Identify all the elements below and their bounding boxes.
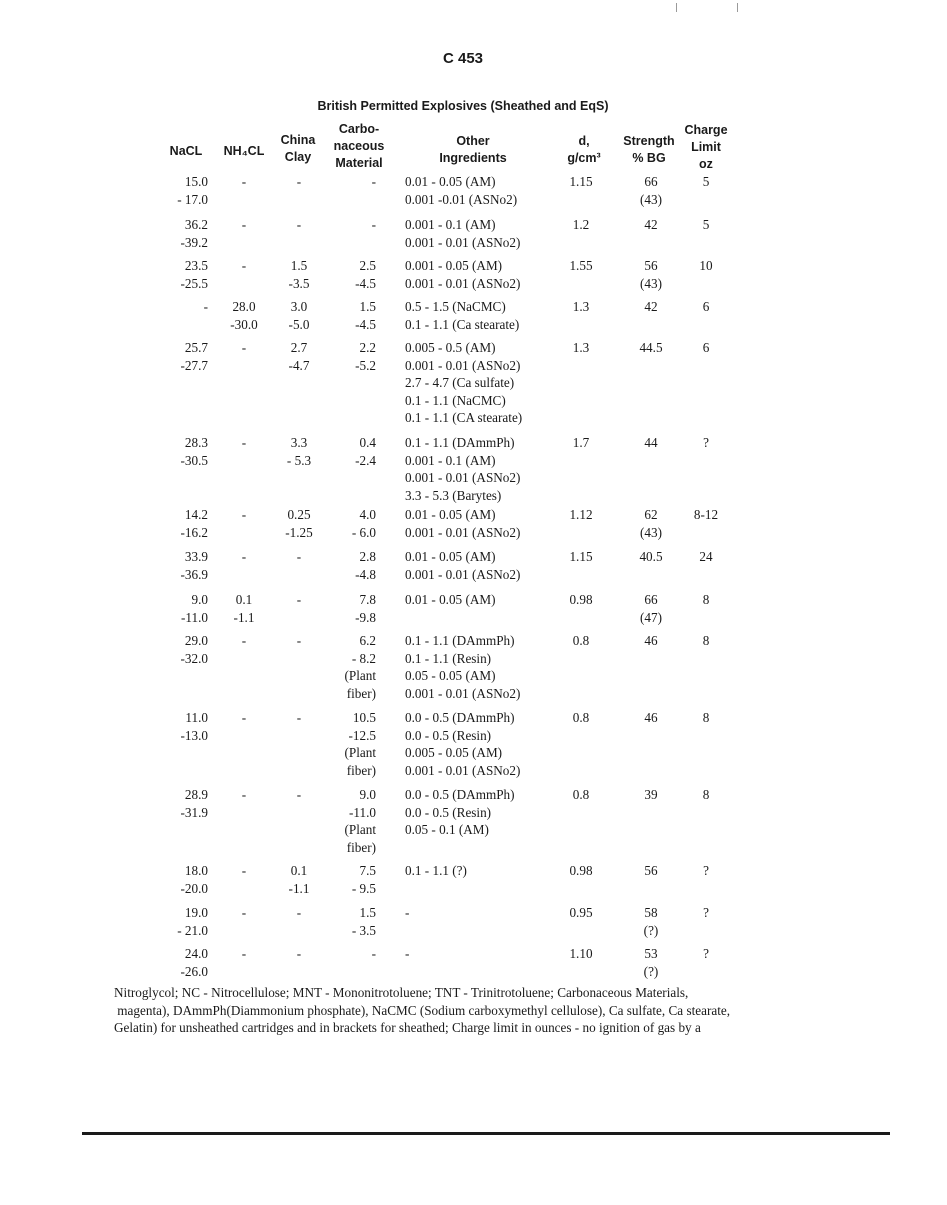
cell-china-clay: 3.3 - 5.3 [286, 435, 312, 468]
cell-strength: 56 (43) [640, 258, 662, 291]
cell-density: 0.98 [569, 592, 593, 607]
cell-strength: 44 [644, 435, 658, 450]
cell-carbonaceous: - [371, 217, 376, 232]
cell-nh4cl: - [241, 507, 247, 522]
cell-nh4cl: 0.1 -1.1 [233, 592, 255, 625]
cell-carbonaceous: 1.5 -4.5 [355, 299, 376, 332]
cell-charge-limit: 8 [702, 710, 710, 725]
cell-nacl: 25.7 -27.7 [180, 340, 208, 373]
cell-other-ingredients: - [405, 946, 410, 961]
cell-nh4cl: - [241, 435, 247, 450]
cell-charge-limit: ? [703, 435, 709, 450]
cell-china-clay: - [296, 946, 302, 961]
header-strength: Strength % BG [623, 134, 675, 165]
cell-other-ingredients: 0.01 - 0.05 (AM) 0.001 - 0.01 (ASNo2) [405, 507, 521, 540]
cell-nacl: 9.0 -11.0 [181, 592, 208, 625]
cell-other-ingredients: 0.5 - 1.5 (NaCMC) 0.1 - 1.1 (Ca stearate) [405, 299, 520, 332]
cell-charge-limit: ? [703, 905, 709, 920]
cell-density: 1.15 [569, 549, 593, 564]
bottom-rule [82, 1132, 890, 1135]
cell-nh4cl: 28.0 -30.0 [230, 299, 258, 332]
cell-nacl: 15.0 - 17.0 [177, 174, 208, 207]
cell-carbonaceous: 0.4 -2.4 [355, 435, 376, 468]
scan-mark-right [737, 3, 738, 12]
cell-charge-limit: 24 [699, 549, 713, 564]
cell-nacl: 36.2 -39.2 [180, 217, 208, 250]
cell-china-clay: - [296, 787, 302, 802]
cell-nh4cl: - [241, 258, 247, 273]
cell-china-clay: - [296, 633, 302, 648]
cell-charge-limit: 6 [702, 340, 710, 355]
cell-strength: 46 [644, 710, 658, 725]
cell-density: 0.8 [572, 633, 590, 648]
cell-density: 1.55 [569, 258, 593, 273]
cell-charge-limit: 5 [702, 217, 710, 232]
cell-nacl: 24.0 -26.0 [180, 946, 208, 979]
cell-charge-limit: 8-12 [693, 507, 719, 522]
cell-china-clay: - [296, 592, 302, 607]
cell-density: 1.12 [569, 507, 593, 522]
cell-other-ingredients: 0.1 - 1.1 (DAmmPh) 0.001 - 0.1 (AM) 0.001 - 0.01 (ASNo2) 3.3 - 5.3 (Barytes) [405, 435, 521, 503]
cell-strength: 58 (?) [643, 905, 659, 938]
cell-charge-limit: 8 [702, 592, 710, 607]
cell-strength: 44.5 [639, 340, 663, 355]
cell-carbonaceous: 9.0 -11.0 (Plant fiber) [344, 787, 376, 855]
cell-other-ingredients: 0.0 - 0.5 (DAmmPh) 0.0 - 0.5 (Resin) 0.005 - 0.05 (AM) 0.001 - 0.01 (ASNo2) [405, 710, 521, 778]
cell-strength: 62 (43) [640, 507, 662, 540]
cell-china-clay: - [296, 549, 302, 564]
cell-china-clay: 0.25 -1.25 [285, 507, 313, 540]
header-nacl: NaCL [169, 144, 203, 158]
cell-charge-limit: ? [703, 946, 709, 961]
cell-carbonaceous: 4.0 - 6.0 [351, 507, 376, 540]
cell-strength: 66 (43) [640, 174, 662, 207]
cell-nacl: 19.0 - 21.0 [177, 905, 208, 938]
cell-carbonaceous: - [371, 174, 376, 189]
cell-nh4cl: - [241, 710, 247, 725]
footnote: Nitroglycol; NC - Nitrocellulose; MNT - Mononitrotoluene; TNT - Trinitrotoluene; Carbonaceous Materials, magenta), DAmmPh(Diammonium phosphate), NaCMC (Sodium carboxymethyl cellulose), Ca sulfate, Ca stearate, Gelatin) for unsheathed cartridges and in brackets for sheathed; Charge limit in ounces - no ignition of gas by a [114, 985, 731, 1036]
cell-other-ingredients: 0.005 - 0.5 (AM) 0.001 - 0.01 (ASNo2) 2.7 - 4.7 (Ca sulfate) 0.1 - 1.1 (NaCMC) 0.1 - 1.1 (CA stearate) [405, 340, 523, 426]
cell-nacl: 14.2 -16.2 [180, 507, 208, 540]
cell-nh4cl: - [241, 905, 247, 920]
header-charge-limit: Charge Limit oz [684, 123, 728, 171]
cell-density: 1.3 [572, 340, 590, 355]
cell-nacl: 23.5 -25.5 [180, 258, 208, 291]
cell-density: 0.8 [572, 787, 590, 802]
cell-other-ingredients: - [405, 905, 410, 920]
header-nh4cl: NH₄CL [223, 144, 265, 158]
cell-other-ingredients: 0.1 - 1.1 (?) [405, 863, 467, 878]
cell-other-ingredients: 0.01 - 0.05 (AM) 0.001 -0.01 (ASNo2) [405, 174, 518, 207]
cell-nacl: 29.0 -32.0 [180, 633, 208, 666]
cell-density: 1.2 [572, 217, 590, 232]
cell-density: 0.98 [569, 863, 593, 878]
cell-strength: 53 (?) [643, 946, 659, 979]
cell-nacl: 18.0 -20.0 [180, 863, 208, 896]
cell-density: 0.8 [572, 710, 590, 725]
cell-china-clay: 3.0 -5.0 [288, 299, 310, 332]
cell-density: 1.7 [572, 435, 590, 450]
cell-china-clay: - [296, 905, 302, 920]
header-density: d, g/cm³ [567, 134, 601, 165]
cell-strength: 42 [644, 217, 658, 232]
cell-strength: 39 [644, 787, 658, 802]
cell-charge-limit: 8 [702, 633, 710, 648]
cell-china-clay: 0.1 -1.1 [288, 863, 310, 896]
cell-nh4cl: - [241, 863, 247, 878]
header-china-clay: China Clay [280, 133, 316, 164]
cell-strength: 46 [644, 633, 658, 648]
cell-nh4cl: - [241, 217, 247, 232]
cell-other-ingredients: 0.01 - 0.05 (AM) 0.001 - 0.01 (ASNo2) [405, 549, 521, 582]
cell-china-clay: 1.5 -3.5 [288, 258, 310, 291]
table-title: British Permitted Explosives (Sheathed and EqS) [317, 99, 609, 113]
cell-nh4cl: - [241, 549, 247, 564]
cell-china-clay: 2.7 -4.7 [288, 340, 310, 373]
cell-other-ingredients: 0.1 - 1.1 (DAmmPh) 0.1 - 1.1 (Resin) 0.05 - 0.05 (AM) 0.001 - 0.01 (ASNo2) [405, 633, 521, 701]
cell-other-ingredients: 0.001 - 0.05 (AM) 0.001 - 0.01 (ASNo2) [405, 258, 521, 291]
cell-density: 1.15 [569, 174, 593, 189]
cell-nh4cl: - [241, 174, 247, 189]
header-carbonaceous: Carbo- naceous Material [333, 122, 385, 170]
page-number: C 453 [442, 50, 484, 67]
cell-charge-limit: ? [703, 863, 709, 878]
cell-strength: 40.5 [639, 549, 663, 564]
cell-carbonaceous: 7.8 -9.8 [355, 592, 376, 625]
cell-charge-limit: 10 [699, 258, 713, 273]
cell-nh4cl: - [241, 633, 247, 648]
cell-density: 1.3 [572, 299, 590, 314]
cell-carbonaceous: 10.5 -12.5 (Plant fiber) [344, 710, 376, 778]
cell-carbonaceous: 7.5 - 9.5 [351, 863, 376, 896]
cell-other-ingredients: 0.001 - 0.1 (AM) 0.001 - 0.01 (ASNo2) [405, 217, 521, 250]
cell-other-ingredients: 0.01 - 0.05 (AM) [405, 592, 496, 607]
cell-charge-limit: 5 [702, 174, 710, 189]
cell-nacl: 11.0 -13.0 [180, 710, 208, 743]
cell-density: 0.95 [569, 905, 593, 920]
cell-carbonaceous: - [371, 946, 376, 961]
cell-nh4cl: - [241, 340, 247, 355]
scan-mark-left [676, 3, 677, 12]
cell-nacl: 33.9 -36.9 [180, 549, 208, 582]
cell-nh4cl: - [241, 787, 247, 802]
cell-charge-limit: 6 [702, 299, 710, 314]
cell-nacl: 28.9 -31.9 [180, 787, 208, 820]
cell-nh4cl: - [241, 946, 247, 961]
cell-china-clay: - [296, 174, 302, 189]
cell-charge-limit: 8 [702, 787, 710, 802]
cell-nacl: - [203, 299, 208, 314]
cell-other-ingredients: 0.0 - 0.5 (DAmmPh) 0.0 - 0.5 (Resin) 0.05 - 0.1 (AM) [405, 787, 515, 838]
cell-carbonaceous: 2.8 -4.8 [355, 549, 376, 582]
cell-density: 1.10 [569, 946, 593, 961]
header-other-ingredients: Other Ingredients [439, 134, 507, 165]
cell-carbonaceous: 1.5 - 3.5 [351, 905, 376, 938]
cell-nacl: 28.3 -30.5 [180, 435, 208, 468]
cell-carbonaceous: 2.5 -4.5 [355, 258, 376, 291]
cell-strength: 66 (47) [640, 592, 662, 625]
cell-china-clay: - [296, 217, 302, 232]
cell-strength: 42 [644, 299, 658, 314]
cell-carbonaceous: 6.2 - 8.2 (Plant fiber) [344, 633, 376, 701]
cell-carbonaceous: 2.2 -5.2 [355, 340, 376, 373]
cell-strength: 56 [644, 863, 658, 878]
cell-china-clay: - [296, 710, 302, 725]
